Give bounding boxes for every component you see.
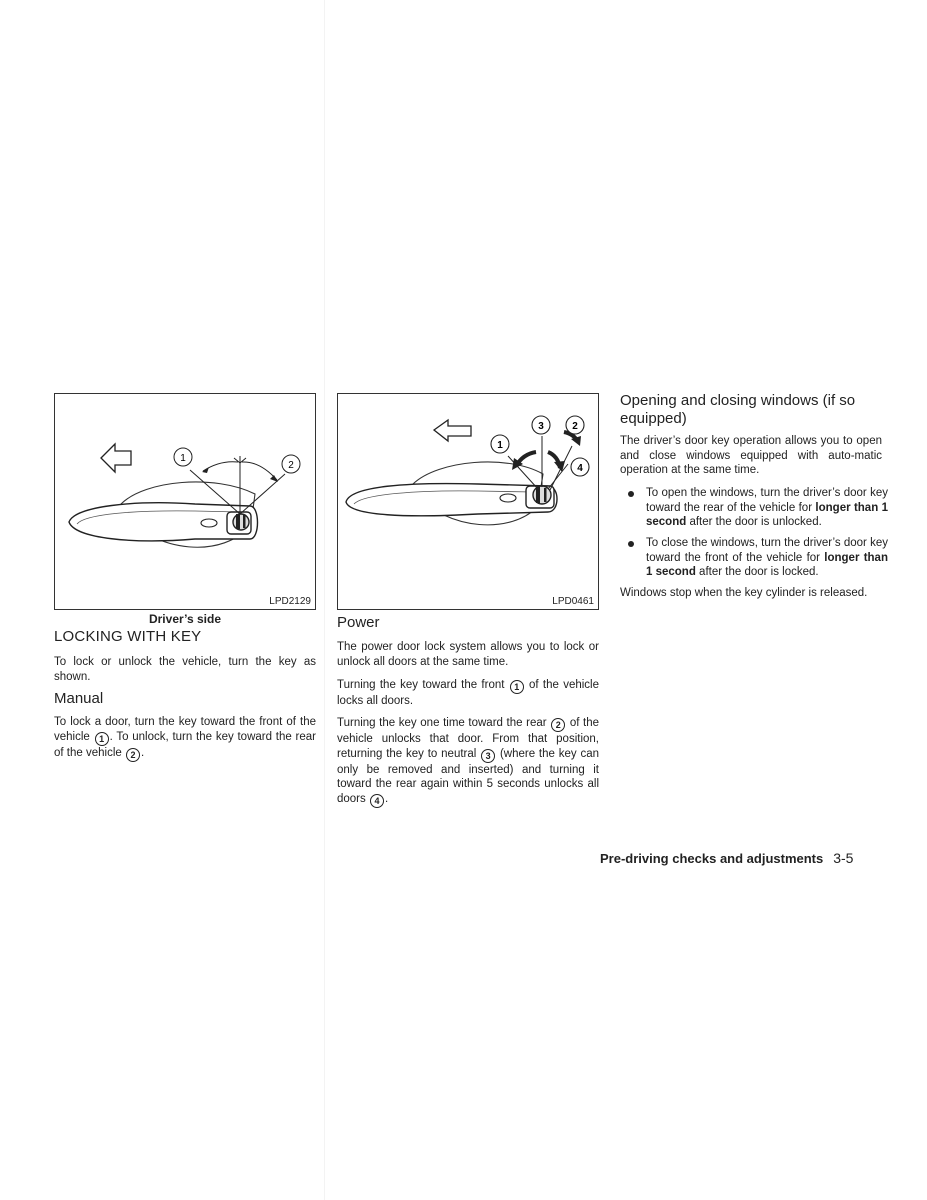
list-item: To close the windows, turn the driver’s door key toward the front of the vehicle for longer than 1 second after the door is locked. xyxy=(628,536,890,581)
figure-drivers-side xyxy=(54,393,316,610)
svg-text:3: 3 xyxy=(538,421,544,432)
subheading-windows: Opening and closing windows (if so equipped) xyxy=(620,392,856,427)
callout-ref-1: 1 xyxy=(95,732,109,746)
subheading-power: Power xyxy=(337,614,380,631)
svg-text:2: 2 xyxy=(288,460,294,471)
bullet-icon xyxy=(628,541,634,547)
list-item: To open the windows, turn the driver’s door key toward the rear of the vehicle for longer than 1 second after the door is unlocked. xyxy=(628,486,890,531)
page-number: 3-5 xyxy=(833,850,854,866)
power-paragraph-1: The power door lock system allows you to lock or unlock all doors at the same time. xyxy=(337,641,599,668)
figure-power-lock xyxy=(337,393,599,610)
svg-text:4: 4 xyxy=(577,463,583,474)
callout-ref-3: 3 xyxy=(481,749,495,763)
figure-code: LPD2129 xyxy=(269,596,311,607)
figure-code: LPD0461 xyxy=(552,596,594,607)
subheading-manual: Manual xyxy=(54,690,104,707)
callout-ref-1: 1 xyxy=(510,680,524,694)
door-handle-illustration xyxy=(55,394,317,611)
locking-intro: To lock or unlock the vehicle, turn the key as shown. xyxy=(54,656,316,683)
power-paragraph-2: Turning the key toward the front 1 of the vehicle locks all doors. xyxy=(337,679,599,707)
page-footer xyxy=(600,850,853,866)
svg-text:2: 2 xyxy=(572,421,578,432)
windows-intro: The driver’s door key operation allows you to open and close windows equipped with auto-matic operation at the same time. xyxy=(620,435,882,476)
door-handle-illustration-power xyxy=(338,394,600,611)
section-heading-locking: LOCKING WITH KEY xyxy=(54,628,202,645)
svg-text:1: 1 xyxy=(180,453,186,464)
figure-caption: Driver’s side xyxy=(148,612,222,626)
manual-paragraph: To lock a door, turn the key toward the front of the vehicle 1 . To unlock, turn the key toward the rear of the vehicle 2 . xyxy=(54,716,316,760)
direction-arrow-icon xyxy=(101,444,131,472)
power-paragraph-3: Turning the key one time toward the rear 2 of the vehicle unlocks that door. From that position, returning the key to neutral 3 (where the key can only be removed and inserted) and turning it toward the rear again within 5 seconds unlocks all doors 4 . xyxy=(337,717,600,806)
key-cylinder-icon xyxy=(233,514,249,530)
windows-closing: Windows stop when the key cylinder is released. xyxy=(620,587,868,599)
callout-ref-2: 2 xyxy=(126,748,140,762)
page-seam xyxy=(324,0,325,1200)
svg-text:1: 1 xyxy=(497,440,503,451)
callout-ref-4: 4 xyxy=(370,794,384,808)
callout-ref-2: 2 xyxy=(551,718,565,732)
footer-section-title: Pre-driving checks and adjustments xyxy=(600,851,824,866)
bullet-icon xyxy=(628,491,634,497)
direction-arrow-icon xyxy=(434,420,471,441)
